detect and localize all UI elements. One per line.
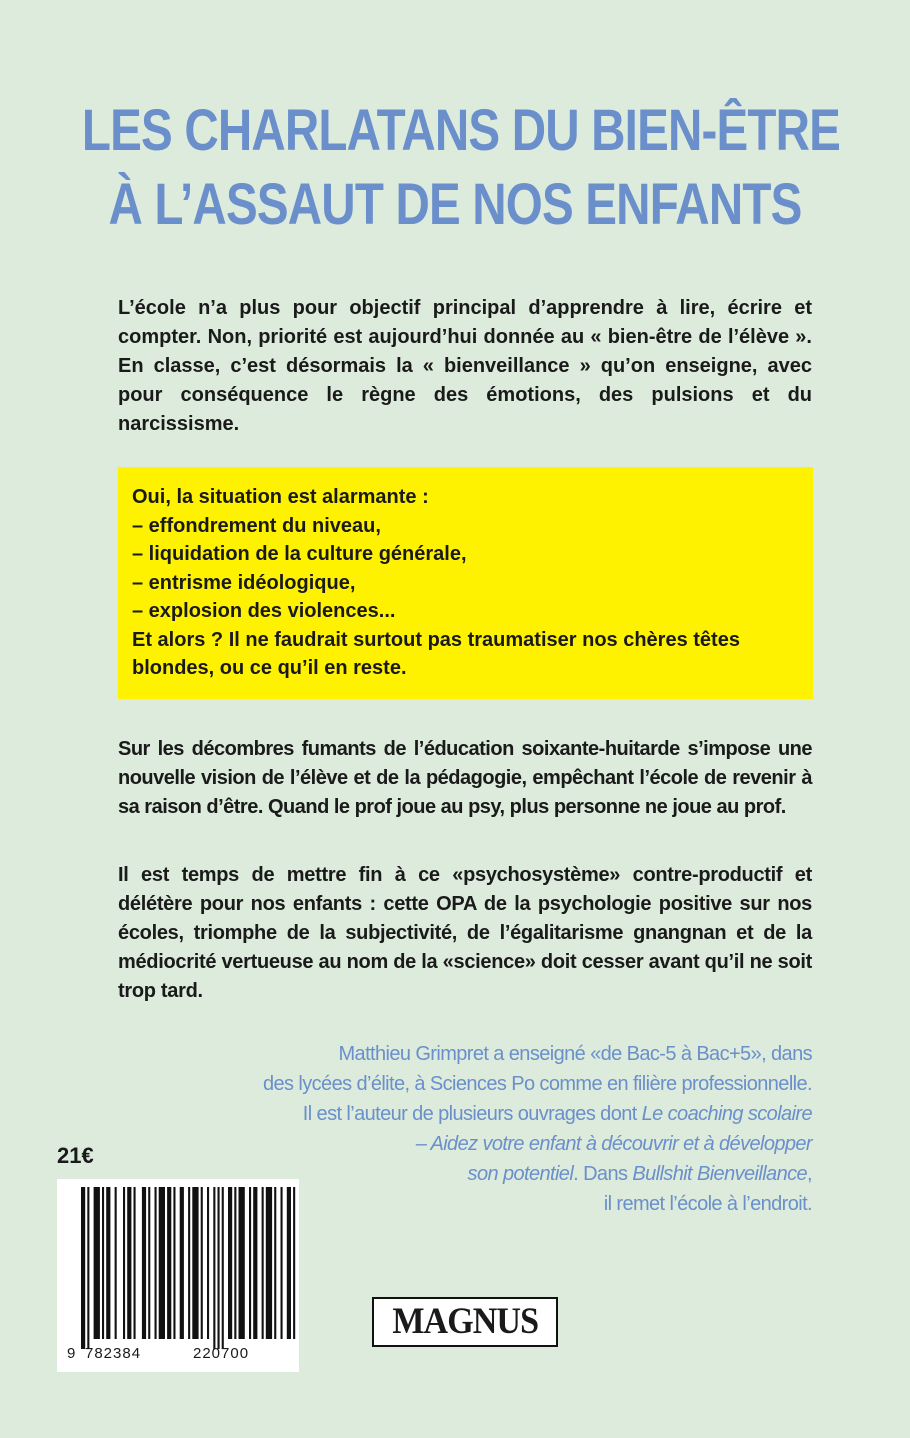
barcode-bar [94,1187,100,1339]
author-bio-line [180,1099,812,1129]
barcode-bar [239,1187,245,1339]
barcode-bar [222,1187,224,1349]
highlight-line: – explosion des violences... [132,600,396,622]
barcode-bar [188,1187,190,1339]
barcode-bar [87,1187,89,1349]
publisher-logo [372,1297,558,1347]
barcode-bar [274,1187,276,1339]
highlight-line: Et alors ? Il ne faudrait surtout pas traumatiser nos chères têtes [132,628,740,651]
barcode-bar [293,1187,295,1339]
barcode-bar [201,1187,203,1339]
barcode-bar [249,1187,251,1339]
book-subtitle-italic: – Aidez votre enfant à découvrir et à développer [415,1133,812,1155]
barcode-bar [228,1187,232,1339]
title-line-1: LES CHARLATANS DU BIEN-ÊTRE [81,98,841,163]
barcode-bar [213,1187,215,1349]
isbn-lead-digit: 9 [67,1345,77,1362]
barcode-bar [218,1187,220,1349]
publisher-name: MAGNUS [392,1301,538,1342]
barcode-bar [180,1187,184,1339]
barcode-bar [115,1187,117,1339]
barcode-bar [167,1187,171,1339]
isbn-group-1: 782384 [85,1345,142,1362]
highlight-line: – effondrement du niveau, [132,514,381,537]
isbn-group-2: 220700 [193,1345,250,1362]
barcode-bar [81,1187,85,1349]
barcode-bar [207,1187,209,1339]
highlight-line: – liquidation de la culture générale, [132,543,467,565]
author-bio-line: des lycées d’élite, à Sciences Po comme en filière professionnelle. [263,1073,812,1095]
cover-title [81,94,841,242]
barcode-bar [142,1187,146,1339]
barcode-bar [281,1187,283,1339]
isbn-number [57,1343,299,1367]
barcode-bar [192,1187,198,1339]
barcode-bar [253,1187,257,1339]
barcode-bar [173,1187,175,1339]
barcode [57,1179,299,1372]
highlight-line: – entrisme idéologique, [132,571,356,594]
price-label: 21€ [57,1143,94,1168]
author-bio-line: il remet l’école à l’endroit. [603,1193,812,1215]
barcode-bar [127,1187,131,1339]
barcode-bar [155,1187,157,1339]
author-bio-line: Matthieu Grimpret a enseigné «de Bac-5 à Bac+5», dans [338,1043,812,1065]
barcode-bar [262,1187,264,1339]
title-line-2: À L’ASSAUT DE NOS ENFANTS [108,172,802,237]
body-paragraph-2: Il est temps de mettre fin à ce «psychosystème» contre-productif et délétère pour nos enfants : cette OPA de la psychologie positive sur nos écoles, triomphe de la subjectivité, de l’égalitarisme gnangnan et de la médiocrité vertueuse au nom de la «science» doit cesser avant qu’il ne soit trop tard. [118,864,812,1002]
current-book-title: Bullshit Bienveillance [632,1163,808,1185]
highlight-line: blondes, ou ce qu’il en reste. [132,657,407,679]
barcode-bar [159,1187,165,1339]
barcode-bar [102,1187,104,1339]
barcode-bar [148,1187,150,1339]
barcode-bar [287,1187,291,1339]
barcode-bar [134,1187,136,1339]
author-bio-text: . Dans [573,1163,633,1185]
author-bio-text: , [807,1163,812,1185]
barcode-bar [106,1187,110,1339]
highlight-box [118,467,813,699]
book-subtitle-italic-end: son potentiel [467,1163,574,1185]
author-bio-text: Il est l’auteur de plusieurs ouvrages dont [302,1103,642,1125]
book-title-italic: Le coaching scolaire [641,1103,812,1125]
barcode-bar [123,1187,125,1339]
highlight-line: Oui, la situation est alarmante : [132,486,429,508]
intro-paragraph: L’école n’a plus pour objectif principal d’apprendre à lire, écrire et compter. Non, priorité est aujourd’hui donnée au « bien-être de l’élève ». En classe, c’est désormais la « bienveillance » qu’on enseigne, avec pour conséquence le règne des émotions, des pulsions et du narcissisme. [118,297,812,435]
barcode-bar [234,1187,236,1339]
barcode-bar [266,1187,272,1339]
body-paragraph-1: Sur les décombres fumants de l’éducation soixante-huitarde s’impose une nouvelle vision de l’élève et de la pédagogie, empêchant l’école de revenir à sa raison d’être. Quand le prof joue au psy, plus personne ne joue au prof. [118,738,812,818]
